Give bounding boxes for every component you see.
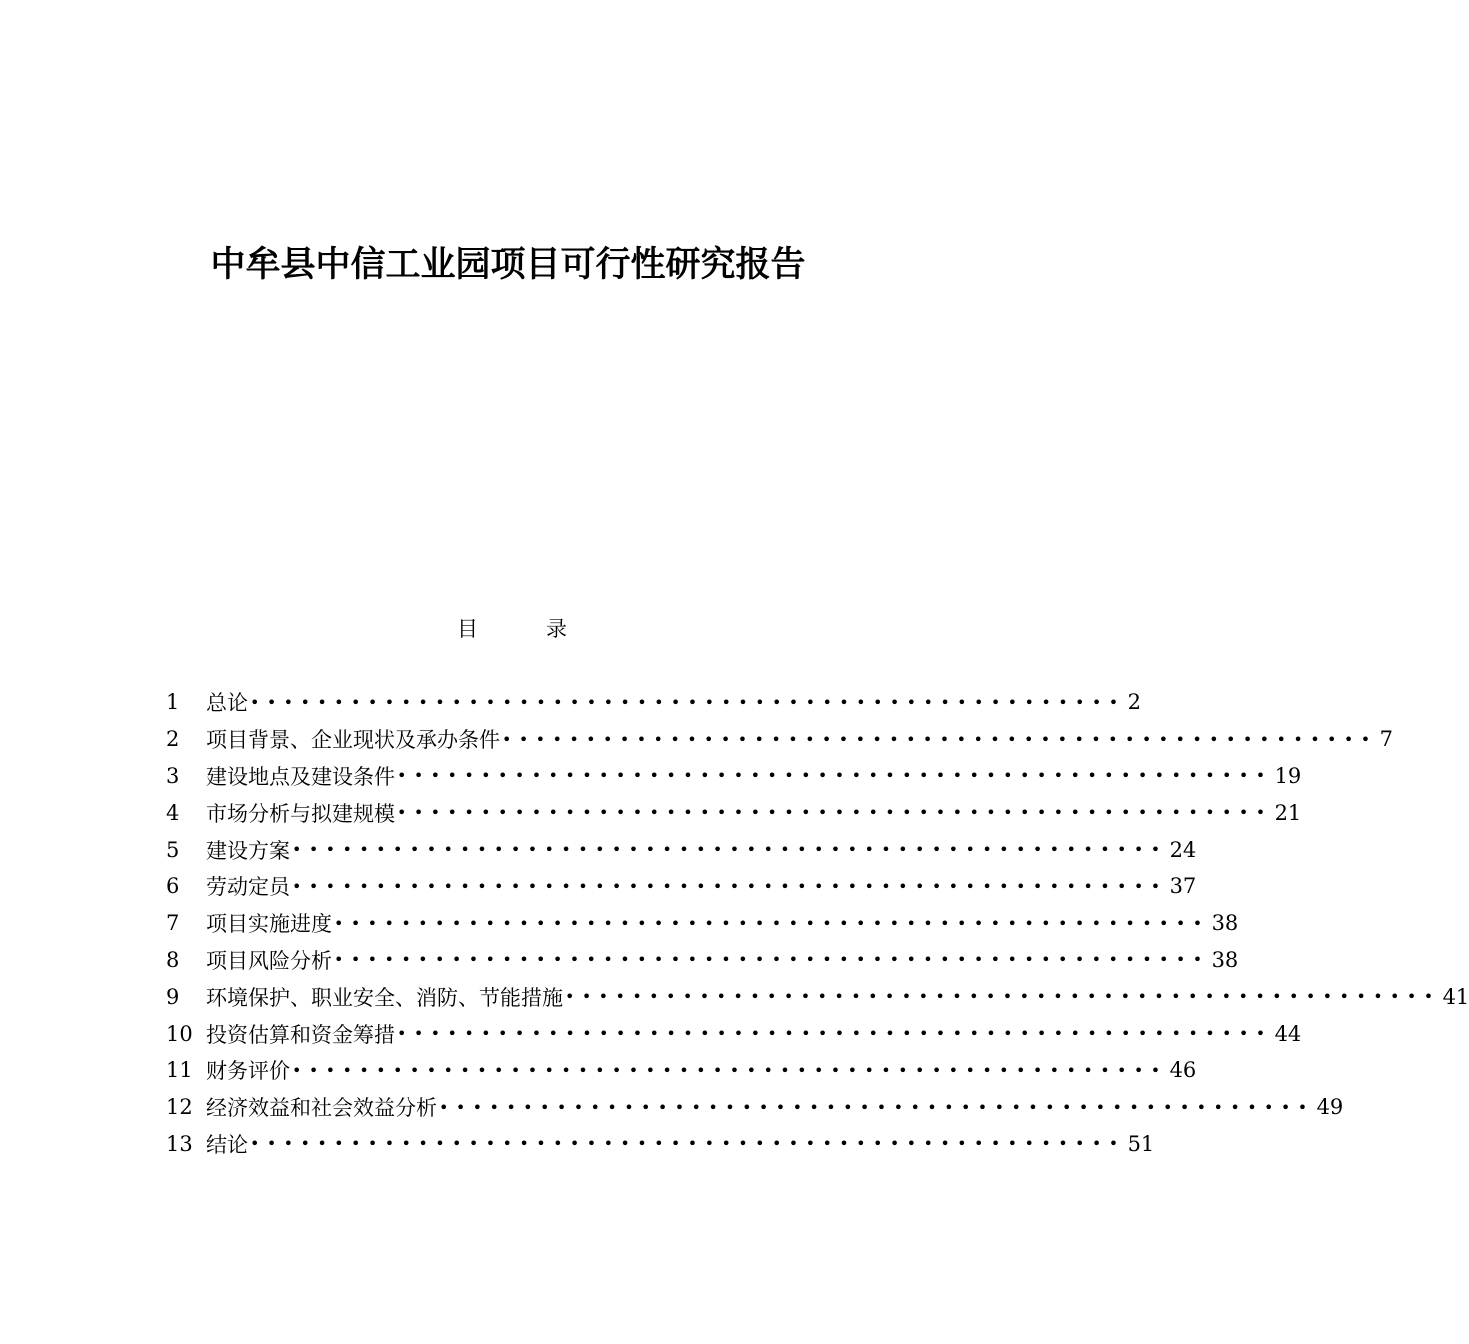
toc-entry-label: 总论 bbox=[206, 691, 248, 716]
toc-dot-leader: •••••••••••••••••••••••••••••••••••••••••••••••••••• bbox=[565, 987, 1441, 1007]
toc-dot-leader: •••••••••••••••••••••••••••••••••••••••••••••••••••• bbox=[397, 803, 1273, 823]
toc-entry-number: 1 bbox=[166, 690, 180, 715]
toc-entry-label: 项目风险分析 bbox=[206, 948, 332, 973]
toc-entry-number: 13 bbox=[166, 1131, 193, 1156]
toc-heading-char-2: 录 bbox=[546, 617, 567, 641]
toc-entry-page: 49 bbox=[1316, 1095, 1344, 1120]
toc-dot-leader: •••••••••••••••••••••••••••••••••••••••••••••••••••• bbox=[334, 913, 1210, 933]
toc-entry-label: 环境保护、职业安全、消防、节能措施 bbox=[206, 985, 563, 1010]
toc-entry-page: 38 bbox=[1211, 911, 1239, 936]
toc-dot-leader: •••••••••••••••••••••••••••••••••••••••••••••••••••• bbox=[397, 1024, 1273, 1044]
toc-entry-number: 4 bbox=[166, 800, 180, 825]
toc-entry-label: 劳动定员 bbox=[206, 875, 290, 900]
toc-entry-9[interactable] bbox=[166, 978, 1469, 1015]
toc-entry-number: 6 bbox=[166, 874, 180, 899]
toc-entry-number: 8 bbox=[166, 947, 180, 972]
toc-entry-4[interactable] bbox=[166, 794, 1302, 831]
toc-entry-label: 经济效益和社会效益分析 bbox=[206, 1096, 437, 1121]
toc-entry-page: 37 bbox=[1169, 874, 1197, 899]
toc-entry-number: 5 bbox=[166, 837, 180, 862]
toc-entry-page: 44 bbox=[1274, 1021, 1302, 1046]
toc-entry-page: 7 bbox=[1379, 727, 1393, 752]
toc-dot-leader: •••••••••••••••••••••••••••••••••••••••••••••••••••• bbox=[502, 729, 1378, 749]
toc-entry-label: 结论 bbox=[206, 1132, 248, 1157]
toc-entry-number: 12 bbox=[166, 1095, 193, 1120]
toc-entry-page: 51 bbox=[1127, 1131, 1155, 1156]
toc-entry-number: 7 bbox=[166, 911, 180, 936]
toc-entry-label: 项目背景、企业现状及承办条件 bbox=[206, 728, 500, 753]
toc-entry-number: 11 bbox=[166, 1058, 193, 1083]
toc-entry-label: 财务评价 bbox=[206, 1059, 290, 1084]
toc-dot-leader: •••••••••••••••••••••••••••••••••••••••••••••••••••• bbox=[439, 1097, 1315, 1117]
toc-entry-label: 建设地点及建设条件 bbox=[206, 764, 395, 789]
toc-dot-leader: •••••••••••••••••••••••••••••••••••••••••••••••••••• bbox=[397, 766, 1273, 786]
toc-entry-page: 46 bbox=[1169, 1058, 1197, 1083]
toc-heading bbox=[457, 612, 567, 646]
toc-entry-label: 项目实施进度 bbox=[206, 912, 332, 937]
toc-entry-label: 建设方案 bbox=[206, 838, 290, 863]
toc-entry-13[interactable] bbox=[166, 1126, 1155, 1163]
toc-entry-page: 41 bbox=[1442, 984, 1469, 1009]
toc-entry-page: 2 bbox=[1127, 690, 1141, 715]
toc-heading-char-1: 目 bbox=[457, 617, 478, 641]
toc-entry-number: 9 bbox=[166, 984, 180, 1009]
toc-entry-12[interactable] bbox=[166, 1089, 1344, 1126]
toc-dot-leader: •••••••••••••••••••••••••••••••••••••••••••••••••••• bbox=[292, 840, 1168, 860]
toc-dot-leader: •••••••••••••••••••••••••••••••••••••••••••••••••••• bbox=[250, 692, 1126, 712]
toc-entry-label: 投资估算和资金筹措 bbox=[206, 1022, 395, 1047]
toc-dot-leader: •••••••••••••••••••••••••••••••••••••••••••••••••••• bbox=[292, 1060, 1168, 1080]
toc-entry-label: 市场分析与拟建规模 bbox=[206, 801, 395, 826]
toc-dot-leader: •••••••••••••••••••••••••••••••••••••••••••••••••••• bbox=[334, 950, 1210, 970]
toc-entry-5[interactable] bbox=[166, 831, 1197, 868]
toc-dot-leader: •••••••••••••••••••••••••••••••••••••••••••••••••••• bbox=[292, 876, 1168, 896]
toc-entry-10[interactable] bbox=[166, 1015, 1302, 1052]
toc-entry-1[interactable] bbox=[166, 684, 1141, 721]
toc-entry-6[interactable] bbox=[166, 868, 1197, 905]
toc-entry-11[interactable] bbox=[166, 1052, 1197, 1089]
toc-entry-number: 10 bbox=[166, 1021, 193, 1046]
document-title: 中牟县中信工业园项目可行性研究报告 bbox=[210, 245, 806, 285]
toc-entry-page: 24 bbox=[1169, 837, 1197, 862]
toc-entry-8[interactable] bbox=[166, 942, 1239, 979]
toc-dot-leader: •••••••••••••••••••••••••••••••••••••••••••••••••••• bbox=[250, 1134, 1126, 1154]
toc-entry-page: 19 bbox=[1274, 763, 1302, 788]
table-of-contents bbox=[166, 684, 1469, 1162]
toc-entry-page: 38 bbox=[1211, 947, 1239, 972]
toc-entry-number: 2 bbox=[166, 727, 180, 752]
toc-entry-2[interactable] bbox=[166, 721, 1393, 758]
toc-entry-number: 3 bbox=[166, 763, 180, 788]
toc-entry-page: 21 bbox=[1274, 800, 1302, 825]
toc-entry-3[interactable] bbox=[166, 758, 1302, 795]
toc-entry-7[interactable] bbox=[166, 905, 1239, 942]
